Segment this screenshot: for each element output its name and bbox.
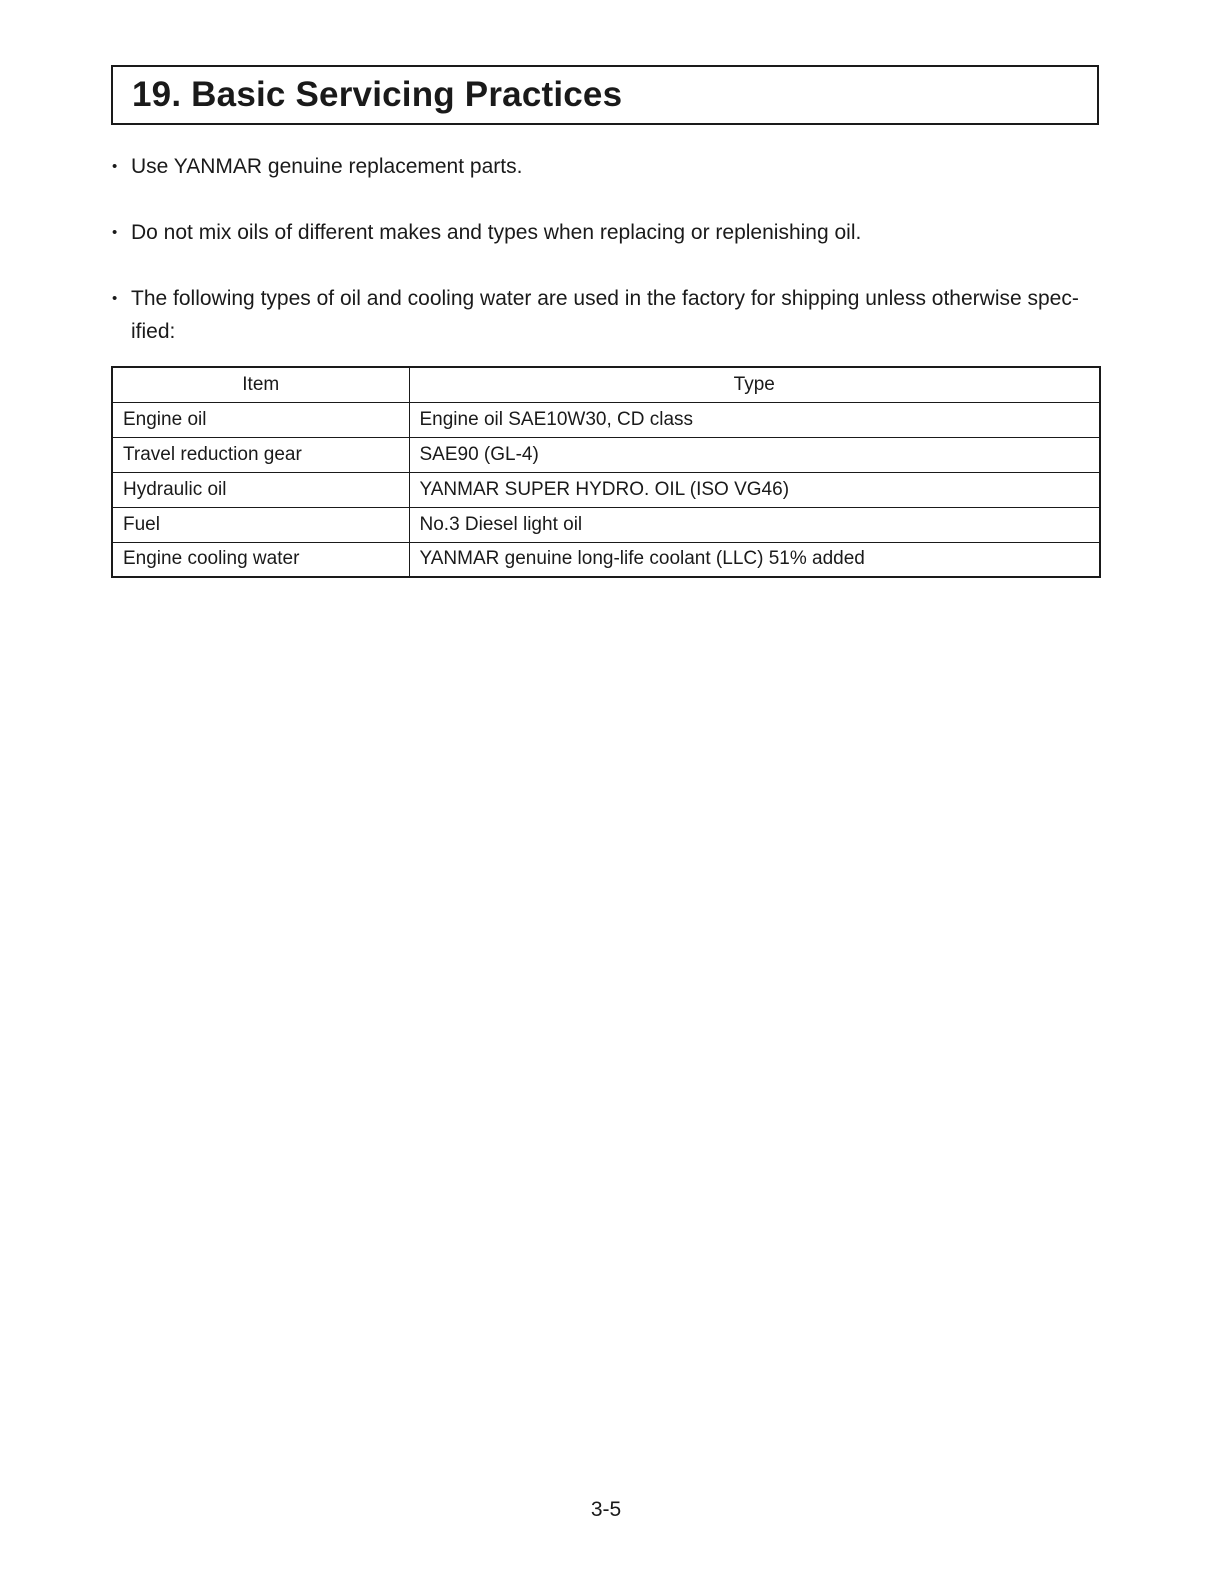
- table-row: [112, 402, 1100, 437]
- oil-types-table: [111, 366, 1101, 578]
- section-title-box: [111, 65, 1099, 125]
- bullet-text: The following types of oil and cooling water are used in the factory for shipping unless otherwise spec-ified:: [131, 287, 1079, 343]
- bullet-icon: •: [112, 224, 118, 241]
- cell-item: Engine oil: [112, 402, 409, 437]
- page-title: 19. Basic Servicing Practices: [132, 75, 623, 114]
- list-item: [112, 282, 1107, 348]
- cell-item: Hydraulic oil: [112, 472, 409, 507]
- table-header-row: [112, 367, 1100, 402]
- table-row: [112, 472, 1100, 507]
- table-row: [112, 542, 1100, 577]
- bullet-icon: •: [112, 290, 118, 307]
- cell-type: YANMAR genuine long-life coolant (LLC) 51% added: [409, 542, 1100, 577]
- bullet-text: Use YANMAR genuine replacement parts.: [131, 155, 523, 178]
- page-number: 3-5: [590, 1498, 622, 1521]
- cell-item: Engine cooling water: [112, 542, 409, 577]
- cell-type: YANMAR SUPER HYDRO. OIL (ISO VG46): [409, 472, 1100, 507]
- cell-item: Fuel: [112, 507, 409, 542]
- table-row: [112, 437, 1100, 472]
- cell-type: No.3 Diesel light oil: [409, 507, 1100, 542]
- cell-item: Travel reduction gear: [112, 437, 409, 472]
- column-header-item: Item: [112, 367, 409, 402]
- bullet-icon: •: [112, 158, 118, 175]
- table-row: [112, 507, 1100, 542]
- bullet-text: Do not mix oils of different makes and types when replacing or replenishing oil.: [131, 221, 862, 244]
- cell-type: Engine oil SAE10W30, CD class: [409, 402, 1100, 437]
- list-item: [112, 150, 1107, 183]
- cell-type: SAE90 (GL-4): [409, 437, 1100, 472]
- column-header-type: Type: [409, 367, 1100, 402]
- list-item: [112, 216, 1107, 249]
